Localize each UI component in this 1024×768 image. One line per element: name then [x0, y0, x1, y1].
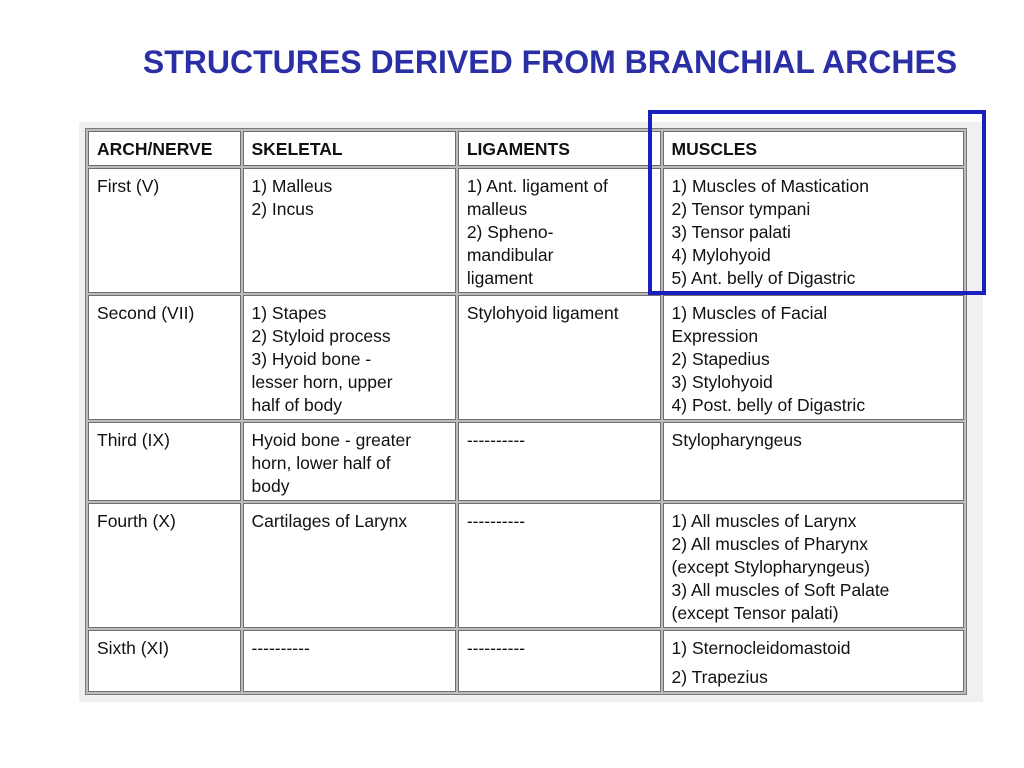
ligament-line: ---------- — [466, 511, 526, 531]
ligament-line: Stylohyoid ligament — [466, 303, 619, 323]
muscle-line: 4) Mylohyoid — [671, 245, 771, 265]
muscle-line: 1) Muscles of Facial — [671, 303, 828, 323]
cell-ligaments — [458, 295, 661, 420]
cell-muscles — [663, 168, 964, 293]
table-row — [88, 630, 964, 692]
cell-muscles — [663, 503, 964, 628]
muscle-line: 3) All muscles of Soft Palate — [671, 580, 890, 600]
muscle-line: Stylopharyngeus — [671, 430, 802, 450]
branchial-arches-table — [85, 128, 967, 695]
cell-ligaments — [458, 630, 661, 692]
header-ligaments: LIGAMENTS — [458, 131, 661, 166]
muscle-line: 4) Post. belly of Digastric — [671, 395, 866, 415]
muscle-line: 3) Tensor palati — [671, 222, 791, 242]
cell-muscles — [663, 630, 964, 692]
arch-label: Fourth (X) — [97, 511, 176, 531]
cell-ligaments — [458, 422, 661, 501]
ligament-line: 2) Spheno- — [466, 222, 554, 242]
cell-arch — [88, 295, 241, 420]
cell-skeletal — [243, 503, 456, 628]
slide-title: STRUCTURES DERIVED FROM BRANCHIAL ARCHES — [142, 44, 958, 80]
header-muscles: MUSCLES — [663, 131, 964, 166]
muscle-line: 1) Sternocleidomastoid — [671, 638, 851, 658]
muscle-line: 2) Stapedius — [671, 349, 770, 369]
cell-skeletal — [243, 295, 456, 420]
table-row — [88, 422, 964, 501]
arch-label: Sixth (XI) — [97, 638, 169, 658]
skeletal-line: 1) Stapes — [251, 303, 327, 323]
cell-ligaments — [458, 503, 661, 628]
muscle-line: 1) All muscles of Larynx — [671, 511, 857, 531]
table-header-row — [88, 131, 964, 166]
muscle-line: 2) All muscles of Pharynx — [671, 534, 868, 554]
skeletal-line: half of body — [251, 395, 342, 415]
arch-label: Second (VII) — [97, 303, 195, 323]
skeletal-line: 2) Styloid process — [251, 326, 391, 346]
muscle-line: (except Stylopharyngeus) — [671, 557, 870, 577]
muscle-line: (except Tensor palati) — [671, 603, 839, 623]
skeletal-line: 3) Hyoid bone - — [251, 349, 372, 369]
cell-arch — [88, 630, 241, 692]
header-skeletal: SKELETAL — [243, 131, 456, 166]
table-row — [88, 168, 964, 293]
ligament-line: malleus — [466, 199, 528, 219]
cell-arch — [88, 503, 241, 628]
skeletal-line: 1) Malleus — [251, 176, 333, 196]
muscle-line: 3) Stylohyoid — [671, 372, 773, 392]
muscle-line: 2) Trapezius — [671, 667, 768, 687]
muscle-line: 1) Muscles of Mastication — [671, 176, 869, 196]
muscle-line: 5) Ant. belly of Digastric — [671, 268, 856, 288]
cell-arch — [88, 168, 241, 293]
ligament-line: 1) Ant. ligament of — [466, 176, 608, 196]
cell-muscles — [663, 422, 964, 501]
arch-label: Third (IX) — [97, 430, 170, 450]
muscle-line: 2) Tensor tympani — [671, 199, 811, 219]
skeletal-line: horn, lower half of — [251, 453, 391, 473]
skeletal-line: 2) Incus — [251, 199, 314, 219]
cell-skeletal — [243, 630, 456, 692]
cell-muscles — [663, 295, 964, 420]
ligament-line: ---------- — [466, 638, 526, 658]
cell-ligaments — [458, 168, 661, 293]
table-row — [88, 295, 964, 420]
table-row — [88, 503, 964, 628]
ligament-line: mandibular — [466, 245, 554, 265]
ligament-line: ---------- — [466, 430, 526, 450]
skeletal-line: ---------- — [251, 638, 310, 658]
skeletal-line: Hyoid bone - greater — [251, 430, 412, 450]
header-arch-nerve: ARCH/NERVE — [88, 131, 241, 166]
table-image — [79, 122, 983, 702]
cell-arch — [88, 422, 241, 501]
skeletal-line: body — [251, 476, 290, 496]
cell-skeletal — [243, 168, 456, 293]
skeletal-line: lesser horn, upper — [251, 372, 393, 392]
skeletal-line: Cartilages of Larynx — [251, 511, 408, 531]
arch-label: First (V) — [97, 176, 160, 196]
ligament-line: ligament — [466, 268, 533, 288]
muscle-line: Expression — [671, 326, 759, 346]
cell-skeletal — [243, 422, 456, 501]
